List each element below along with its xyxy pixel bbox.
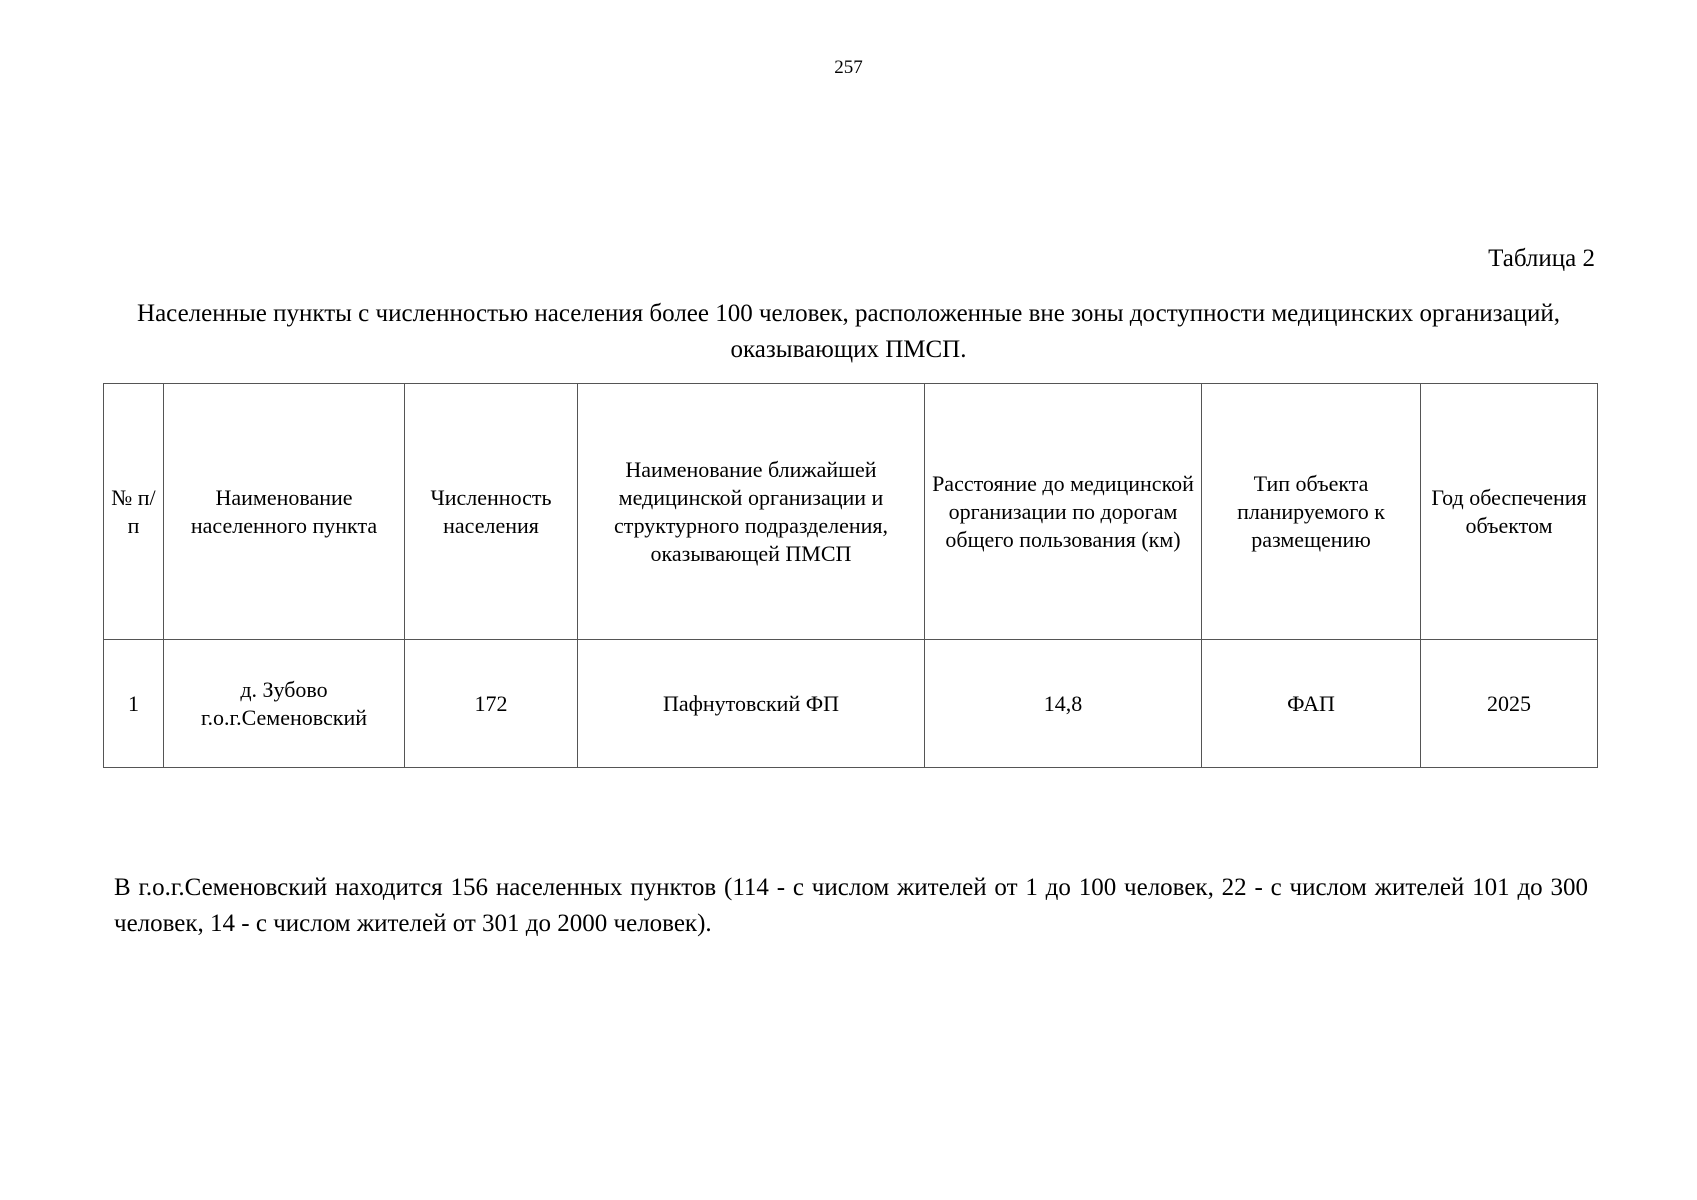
cell-number: 1 [104,640,164,768]
cell-population: 172 [405,640,578,768]
summary-paragraph: В г.о.г.Семеновский находится 156 населенных пунктов (114 - с числом жителей от 1 до 100 человек, 22 - с числом жителей 101 до 300 человек, 14 - с числом жителей от 301 до 2000 человек). [114,874,1588,937]
header-medical-organization: Наименование ближайшей медицинской организации и структурного подразделения, оказывающей ПМСП [578,384,925,640]
settlement-name-line1: д. Зубово [240,676,328,702]
header-object-type: Тип объекта планируемого к размещению [1202,384,1421,640]
table-title: Населенные пункты с численностью населения более 100 человек, расположенные вне зоны доступности медицинских организаций, оказывающих ПМСП. [137,300,1560,363]
settlements-table [103,383,1598,768]
settlement-name-line2: г.о.г.Семеновский [200,704,367,730]
header-population: Численность населения [405,384,578,640]
header-distance: Расстояние до медицинской организации по дорогам общего пользования (км) [925,384,1202,640]
table-label: Таблица 2 [1488,245,1595,272]
cell-medical-organization: Пафнутовский ФП [578,640,925,768]
page-number: 257 [834,57,863,78]
cell-object-type: ФАП [1202,640,1421,768]
header-settlement-name: Наименование населенного пункта [164,384,405,640]
cell-distance: 14,8 [925,640,1202,768]
table-header-row [104,384,1598,640]
header-number: № п/п [104,384,164,640]
header-year: Год обеспечения объектом [1421,384,1598,640]
cell-year: 2025 [1421,640,1598,768]
table-row [104,640,1598,768]
cell-settlement-name [164,640,405,768]
